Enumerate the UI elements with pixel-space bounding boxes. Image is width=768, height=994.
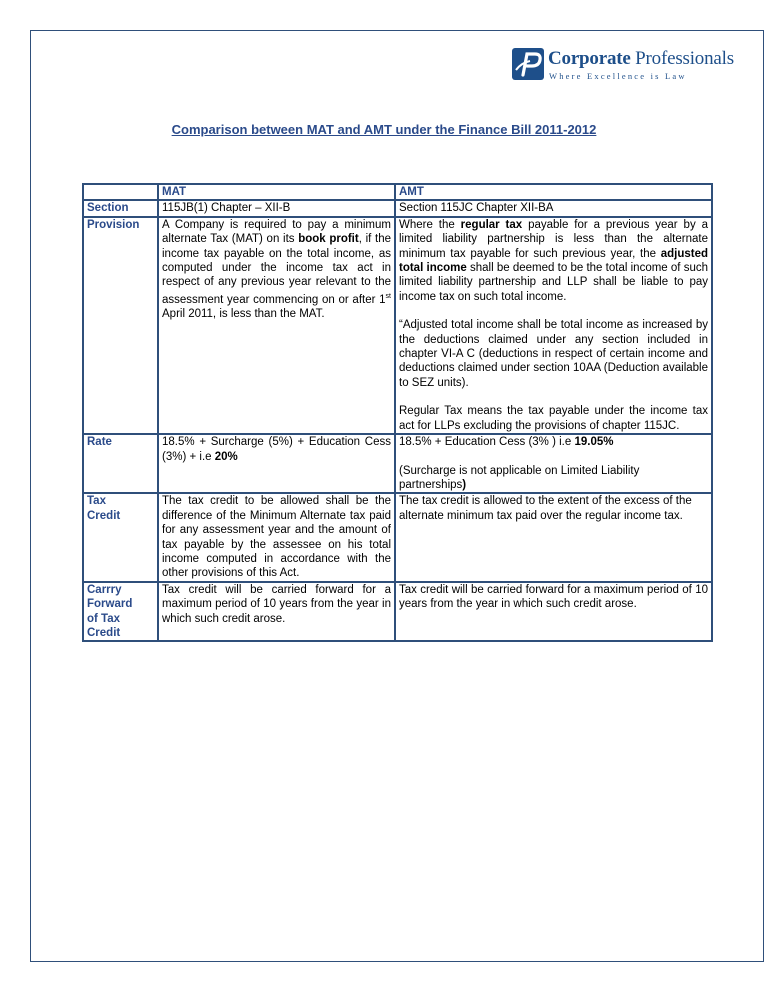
tax-credit-mat-cell: The tax credit to be allowed shall be the difference of the Minimum Alternate tax paid for any assessment year and the amount of tax payable by the assessee on his total income computed in accordance with the other provisions of this Act. <box>158 493 395 581</box>
table-header-row <box>83 184 712 200</box>
table-row-carry-forward <box>83 582 712 642</box>
provision-amt-para-1: Where the regular tax payable for a previous year by a limited liability partnership is less than the alternate minimum tax payable for such previous year, the adjusted total income shall be deemed to be the total income of such limited liability partnership and LLP shall be liable to pay income tax on such total income. <box>399 218 709 303</box>
provision-amt-para-3: Regular Tax means the tax payable under the income tax act for LLPs excluding the provisions of chapter 115JC. <box>399 405 708 432</box>
section-mat-cell: 115JB(1) Chapter – XII-B <box>158 200 395 216</box>
row-label-carry-forward: Carrry Forward of Tax Credit <box>83 582 158 642</box>
comparison-table <box>82 183 713 642</box>
rate-amt-note: (Surcharge is not applicable on Limited Liability partnerships) <box>399 464 640 491</box>
carry-forward-mat-cell: Tax credit will be carried forward for a maximum period of 10 years from the year in which such credit arose. <box>158 582 395 642</box>
carry-forward-amt-cell: Tax credit will be carried forward for a maximum period of 10 years from the year in which such credit arose. <box>395 582 712 642</box>
table-row-rate <box>83 434 712 493</box>
logo-mark-icon <box>512 48 544 80</box>
corporate-professionals-logo <box>512 46 734 82</box>
row-label-rate: Rate <box>83 434 158 493</box>
table-row-section <box>83 200 712 216</box>
row-label-tax-credit: Tax Credit <box>83 493 158 581</box>
rate-amt-cell: 18.5% + Education Cess (3% ) i.e 19.05% (Surcharge is not applicable on Limited Liability partnerships) <box>395 434 712 493</box>
provision-amt-para-2: “Adjusted total income shall be total income as increased by the deductions claimed under any section included in chapter VI-A C (deductions in respect of certain income and deductions claimed under section 10AA (Deduction available to SEZ units). <box>399 319 708 389</box>
row-label-provision: Provision <box>83 217 158 434</box>
section-amt-cell: Section 115JC Chapter XII-BA <box>395 200 712 216</box>
rate-mat-cell: 18.5% + Surcharge (5%) + Education Cess (3%) + i.e 20% <box>158 434 395 493</box>
document-title: Comparison between MAT and AMT under the Finance Bill 2011-2012 <box>171 122 597 137</box>
header-amt: AMT <box>395 184 712 200</box>
logo-tagline: Where Excellence is Law <box>549 71 687 81</box>
logo-name: Corporate Professionals <box>548 48 734 69</box>
header-mat: MAT <box>158 184 395 200</box>
table-row-tax-credit <box>83 493 712 581</box>
tax-credit-amt-cell: The tax credit is allowed to the extent of the excess of the alternate minimum tax paid over the regular income tax. <box>395 493 712 581</box>
provision-mat-cell: A Company is required to pay a minimum alternate Tax (MAT) on its book profit, if the income tax payable on the total income, as computed under the income tax act in respect of any previous year relevant to the assessment year commencing on or after 1st April 2011, is less than the MAT. <box>158 217 395 434</box>
provision-amt-cell <box>395 217 712 434</box>
table-row-provision <box>83 217 712 434</box>
header-empty-cell <box>83 184 158 200</box>
row-label-section: Section <box>83 200 158 216</box>
